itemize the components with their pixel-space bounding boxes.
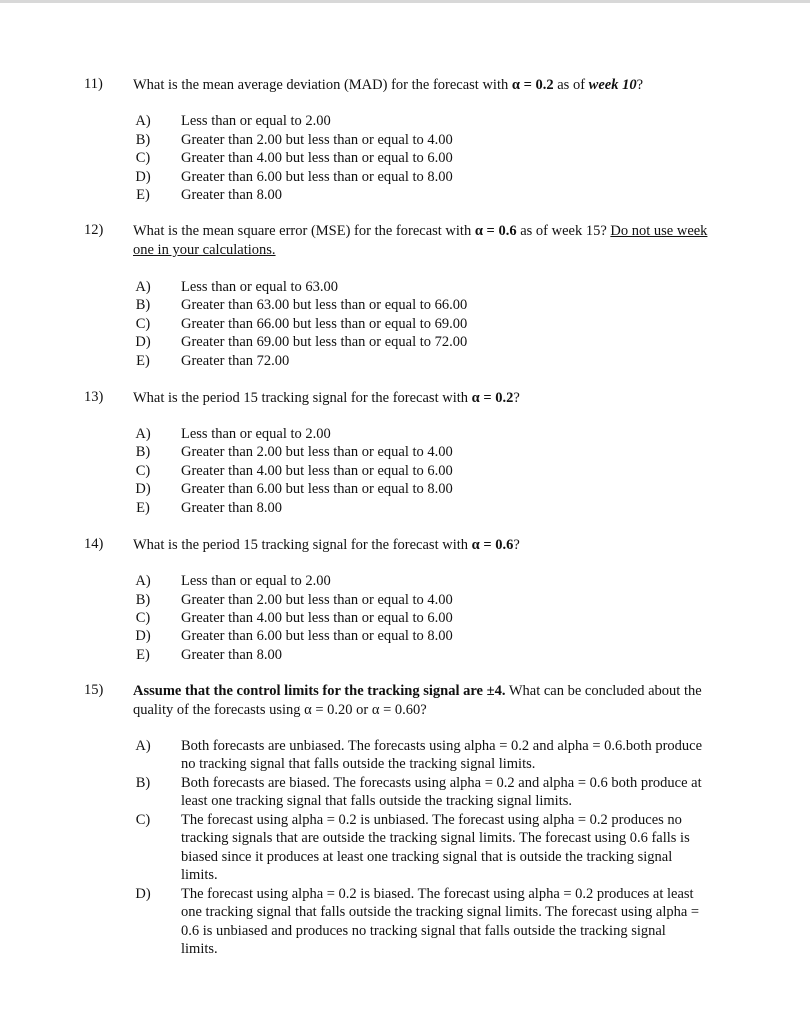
question-number: 13) bbox=[84, 389, 104, 405]
question-number: 11) bbox=[84, 76, 103, 92]
top-border bbox=[0, 0, 810, 3]
question-text: What is the period 15 tracking signal for the forecast with α = 0.6? bbox=[133, 537, 520, 553]
question-text: What is the period 15 tracking signal for the forecast with α = 0.2? bbox=[133, 390, 520, 406]
question-number: 15) bbox=[84, 682, 104, 698]
question-text: What is the mean square error (MSE) for the forecast with α = 0.6 as of week 15? Do not use week one in your calculations. bbox=[133, 223, 708, 258]
question-number: 12) bbox=[84, 222, 104, 238]
question-text: What is the mean average deviation (MAD) for the forecast with α = 0.2 as of week 10? bbox=[133, 77, 644, 93]
question-number: 14) bbox=[84, 536, 104, 552]
question-text: Assume that the control limits for the tracking signal are ±4. What can be concluded about the quality of the forecasts using α = 0.20 or α = 0.60? bbox=[133, 683, 702, 718]
